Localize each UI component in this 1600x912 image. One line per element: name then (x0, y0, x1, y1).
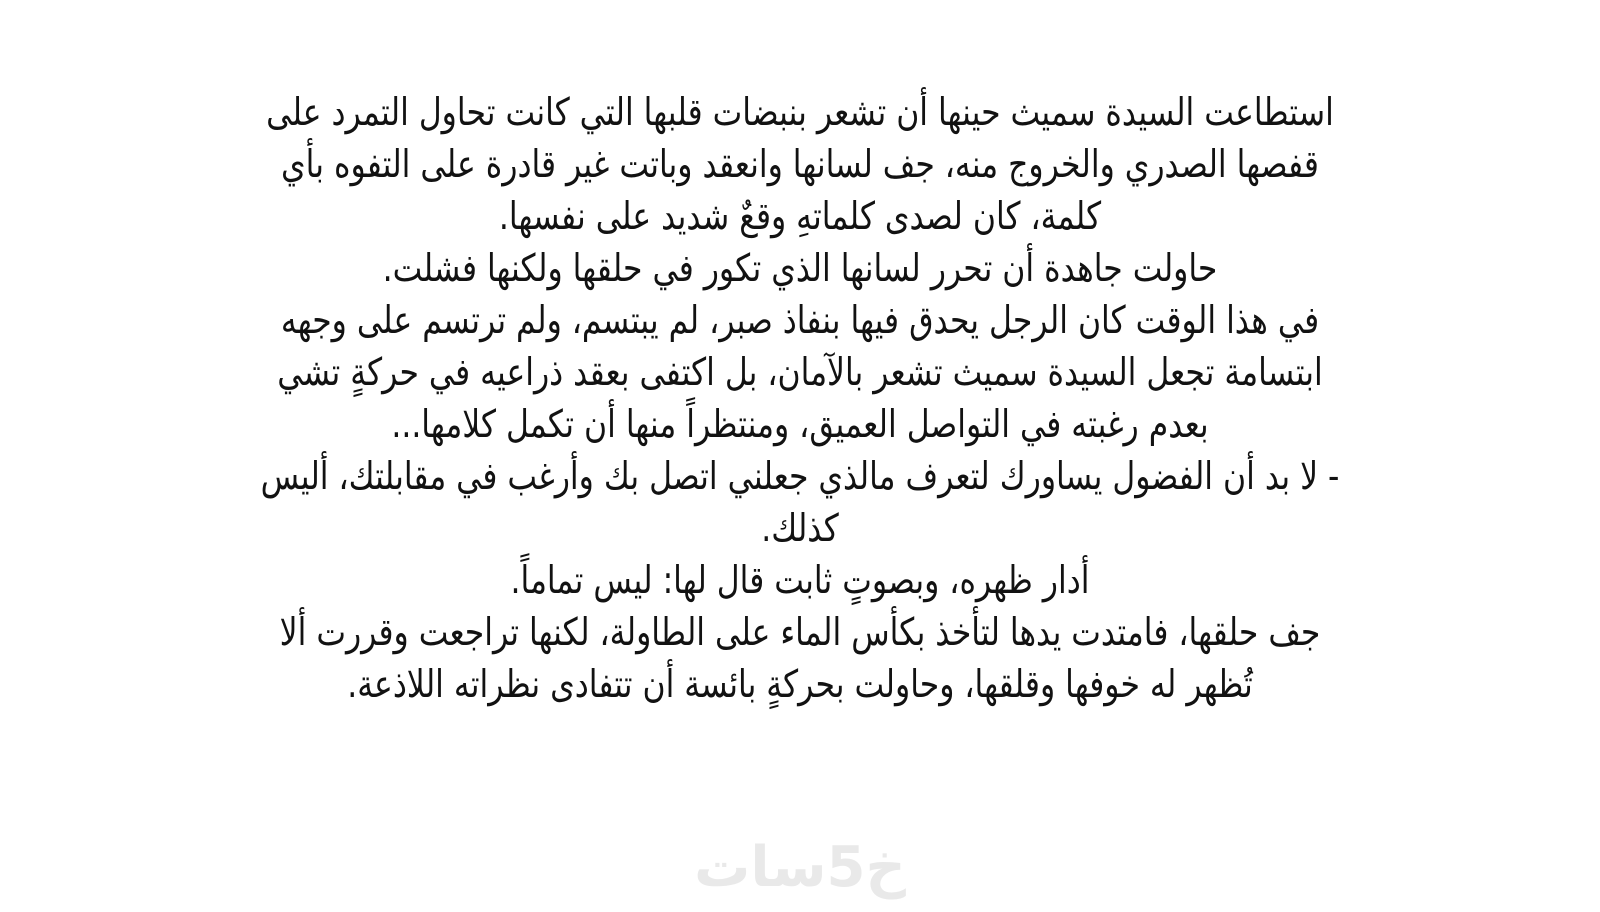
text-line: بعدم رغبته في التواصل العميق، ومنتظراً منها أن تكمل كلامها... (391, 402, 1209, 446)
text-line: كذلك. (761, 506, 839, 550)
khamsat-logo-watermark: خ5سات (694, 835, 906, 900)
text-line: جف حلقها، فامتدت يدها لتأخذ بكأس الماء على الطاولة، لكنها تراجعت وقررت ألا (279, 610, 1321, 654)
text-line: ابتسامة تجعل السيدة سميث تشعر بالآمان، بل اكتفى بعقد ذراعيه في حركةٍ تشي (277, 350, 1323, 394)
text-line: استطاعت السيدة سميث حينها أن تشعر بنبضات قلبها التي كانت تحاول التمرد على (266, 90, 1334, 134)
text-line: أدار ظهره، وبصوتٍ ثابت قال لها: ليس تماماً. (510, 558, 1090, 602)
text-line: - لا بد أن الفضول يساورك لتعرف مالذي جعلني اتصل بك وأرغب في مقابلتك، أليس (260, 454, 1340, 498)
text-line: تُظهر له خوفها وقلقها، وحاولت بحركةٍ بائسة أن تتفادى نظراته اللاذعة. (347, 662, 1253, 706)
text-line: كلمة، كان لصدى كلماتهِ وقعٌ شديد على نفسها. (498, 194, 1102, 238)
text-line: في هذا الوقت كان الرجل يحدق فيها بنفاذ صبر، لم يبتسم، ولم ترتسم على وجهه (280, 298, 1320, 342)
text-line: حاولت جاهدة أن تحرر لسانها الذي تكور في حلقها ولكنها فشلت. (382, 246, 1218, 290)
text-line: قفصها الصدري والخروج منه، جف لسانها وانعقد وباتت غير قادرة على التفوه بأي (281, 142, 1319, 186)
